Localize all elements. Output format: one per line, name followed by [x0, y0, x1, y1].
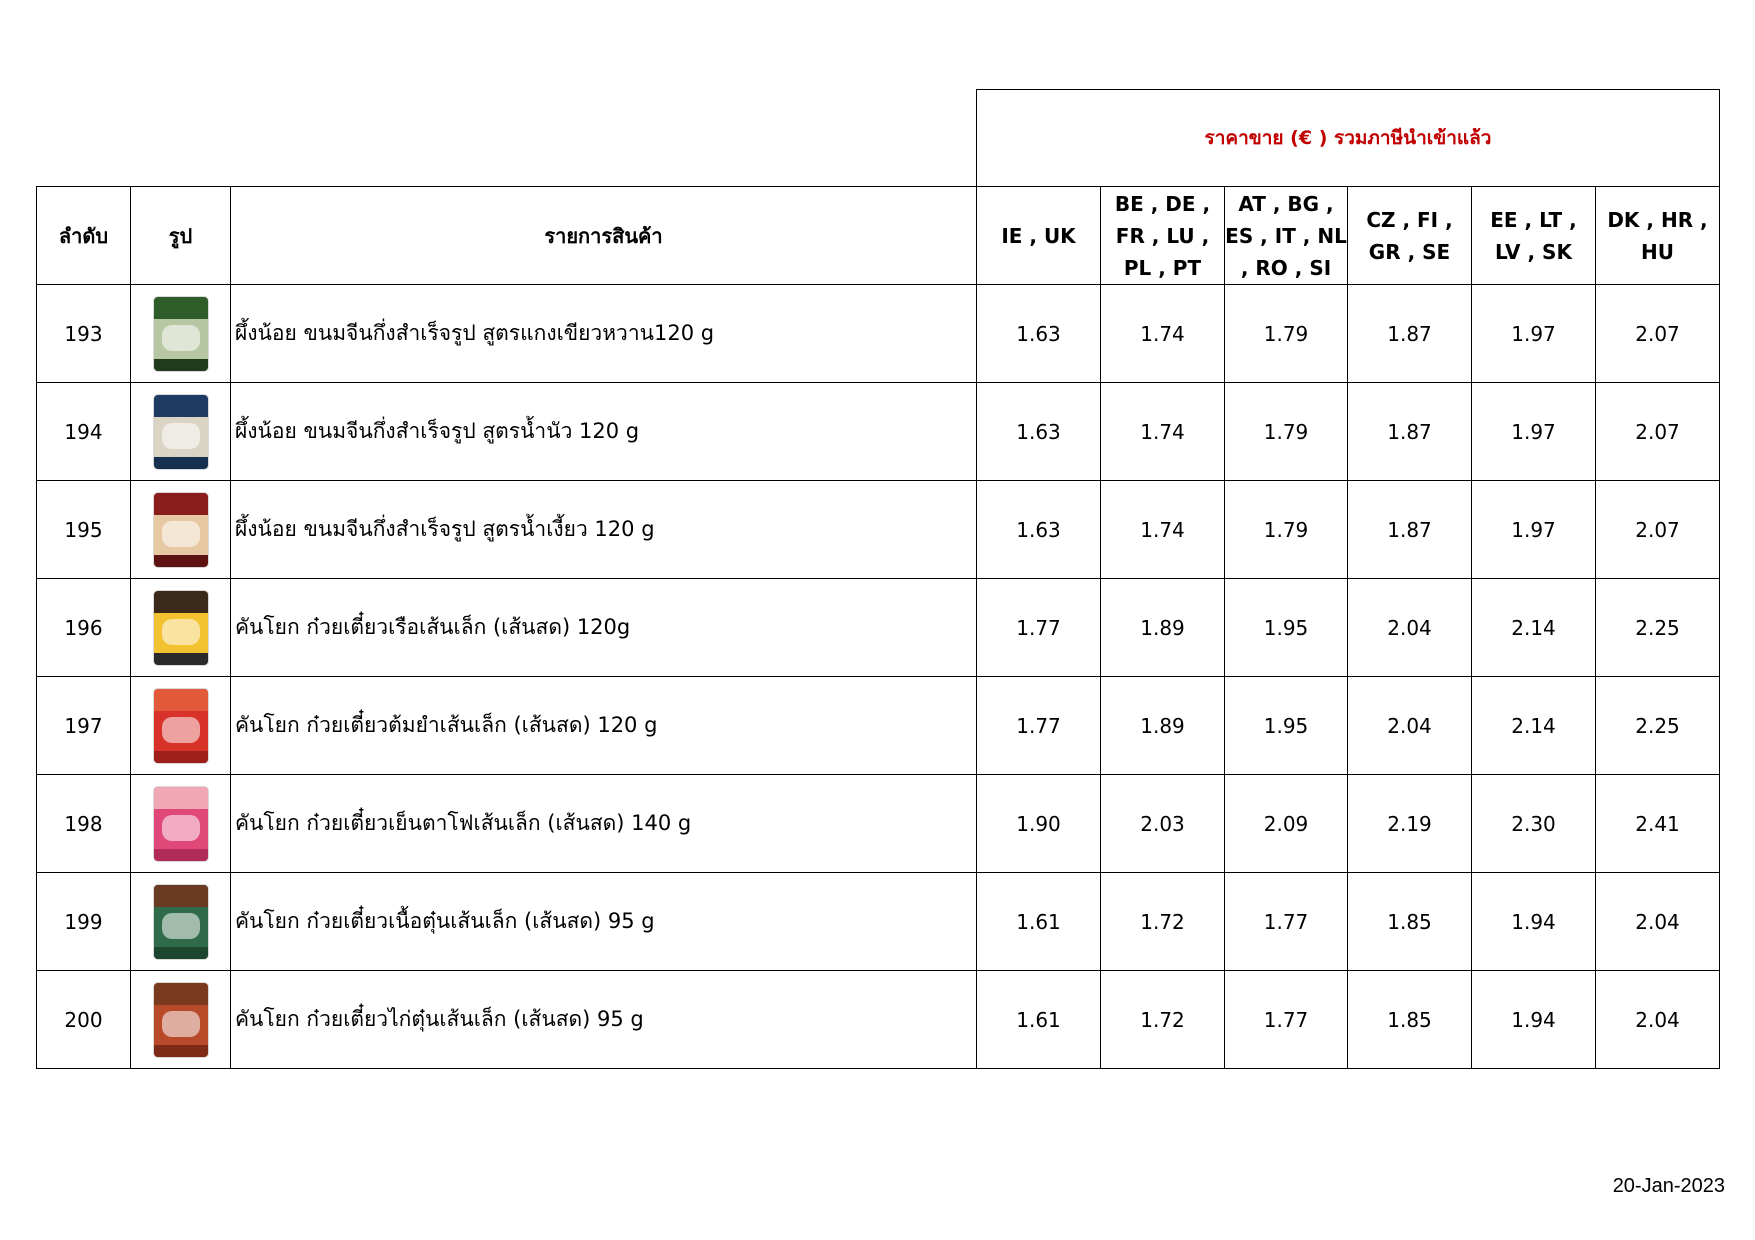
- table-row: [37, 579, 1720, 677]
- header-spacer: [37, 90, 977, 187]
- price-cell: 2.04: [1596, 873, 1720, 971]
- col-header-c4-line: CZ , FI ,: [1366, 207, 1453, 232]
- product-name: คันโยก ก๋วยเตี๋ยวเย็นตาโฟเส้นเล็ก (เส้นสด) 140 g: [231, 775, 977, 873]
- price-cell: 1.90: [977, 775, 1101, 873]
- col-header-c4-line: GR , SE: [1368, 239, 1451, 264]
- price-group-header: ราคาขาย (€ ) รวมภาษีนำเข้าแล้ว: [977, 90, 1720, 187]
- price-cell: 2.14: [1472, 579, 1596, 677]
- row-number: 193: [37, 285, 131, 383]
- product-image-cell: [131, 579, 231, 677]
- price-cell: 1.97: [1472, 481, 1596, 579]
- price-cell: 1.79: [1225, 481, 1348, 579]
- col-header-c3-line: ES , IT , NL: [1225, 223, 1347, 248]
- price-cell: 1.97: [1472, 285, 1596, 383]
- boat-noodle-pack-icon: [154, 591, 208, 665]
- price-cell: 2.04: [1596, 971, 1720, 1069]
- price-cell: 1.74: [1101, 481, 1225, 579]
- price-cell: 1.87: [1348, 481, 1472, 579]
- price-cell: 2.30: [1472, 775, 1596, 873]
- price-cell: 1.77: [1225, 971, 1348, 1069]
- price-cell: 1.77: [977, 677, 1101, 775]
- chicken-stew-noodle-pack-icon: [154, 983, 208, 1057]
- row-number: 197: [37, 677, 131, 775]
- price-cell: 1.87: [1348, 285, 1472, 383]
- col-header-c1: [977, 187, 1101, 285]
- price-cell: 1.85: [1348, 873, 1472, 971]
- price-cell: 1.63: [977, 481, 1101, 579]
- row-number: 200: [37, 971, 131, 1069]
- product-name: คันโยก ก๋วยเตี๋ยวต้มยำเส้นเล็ก (เส้นสด) 120 g: [231, 677, 977, 775]
- col-header-c2-line: BE , DE ,: [1114, 191, 1211, 216]
- product-image-cell: [131, 775, 231, 873]
- green-curry-noodle-pack-icon: [154, 297, 208, 371]
- price-cell: 1.63: [977, 285, 1101, 383]
- price-cell: 2.14: [1472, 677, 1596, 775]
- price-cell: 2.25: [1596, 579, 1720, 677]
- price-cell: 1.94: [1472, 873, 1596, 971]
- row-number: 196: [37, 579, 131, 677]
- col-header-c3-line: , RO , SI: [1240, 255, 1332, 280]
- price-cell: 1.72: [1101, 971, 1225, 1069]
- col-header-c2: [1101, 187, 1225, 285]
- price-table: [36, 89, 1720, 1069]
- table-row: [37, 775, 1720, 873]
- print-date: 20-Jan-2023: [1612, 1175, 1725, 1197]
- product-name: คันโยก ก๋วยเตี๋ยวเรือเส้นเล็ก (เส้นสด) 120g: [231, 579, 977, 677]
- product-name: คันโยก ก๋วยเตี๋ยวไก่ตุ๋นเส้นเล็ก (เส้นสด) 95 g: [231, 971, 977, 1069]
- product-image-cell: [131, 873, 231, 971]
- table-row: [37, 873, 1720, 971]
- col-header-c6-line: DK , HR ,: [1607, 207, 1708, 232]
- product-image-cell: [131, 677, 231, 775]
- price-cell: 1.87: [1348, 383, 1472, 481]
- nam-nua-noodle-pack-icon: [154, 395, 208, 469]
- price-cell: 1.79: [1225, 383, 1348, 481]
- table-row: [37, 971, 1720, 1069]
- col-header-c6-line: HU: [1641, 239, 1674, 264]
- price-cell: 1.89: [1101, 677, 1225, 775]
- price-cell: 2.04: [1348, 579, 1472, 677]
- col-header-c5-line: EE , LT ,: [1490, 207, 1577, 232]
- nam-ngiao-noodle-pack-icon: [154, 493, 208, 567]
- col-header-c2-line: PL , PT: [1123, 255, 1202, 280]
- yen-ta-fo-noodle-pack-icon: [154, 787, 208, 861]
- col-header-c2-line: FR , LU ,: [1115, 223, 1210, 248]
- product-name: ผึ้งน้อย ขนมจีนกึ่งสำเร็จรูป สูตรน้ำเงี้ยว 120 g: [231, 481, 977, 579]
- product-image-cell: [131, 481, 231, 579]
- price-cell: 1.74: [1101, 285, 1225, 383]
- price-cell: 2.07: [1596, 285, 1720, 383]
- col-header-c6: [1596, 187, 1720, 285]
- tom-yum-noodle-pack-icon: [154, 689, 208, 763]
- price-cell: 2.07: [1596, 383, 1720, 481]
- product-image-cell: [131, 383, 231, 481]
- table-row: [37, 285, 1720, 383]
- price-cell: 1.95: [1225, 677, 1348, 775]
- beef-stew-noodle-pack-icon: [154, 885, 208, 959]
- price-cell: 2.07: [1596, 481, 1720, 579]
- col-header-c3: [1225, 187, 1348, 285]
- table-row: [37, 383, 1720, 481]
- product-name: ผึ้งน้อย ขนมจีนกึ่งสำเร็จรูป สูตรแกงเขียวหวาน120 g: [231, 285, 977, 383]
- price-cell: 1.72: [1101, 873, 1225, 971]
- price-cell: 1.63: [977, 383, 1101, 481]
- product-name: คันโยก ก๋วยเตี๋ยวเนื้อตุ๋นเส้นเล็ก (เส้นสด) 95 g: [231, 873, 977, 971]
- price-cell: 2.41: [1596, 775, 1720, 873]
- col-header-c4: [1348, 187, 1472, 285]
- price-cell: 1.74: [1101, 383, 1225, 481]
- price-cell: 2.04: [1348, 677, 1472, 775]
- price-cell: 2.09: [1225, 775, 1348, 873]
- price-cell: 1.77: [977, 579, 1101, 677]
- col-header-no: ลำดับ: [37, 187, 131, 285]
- price-cell: 1.95: [1225, 579, 1348, 677]
- row-number: 198: [37, 775, 131, 873]
- table-row: [37, 481, 1720, 579]
- row-number: 199: [37, 873, 131, 971]
- col-header-c1-line: IE , UK: [1001, 223, 1076, 248]
- price-cell: 1.85: [1348, 971, 1472, 1069]
- col-header-c3-line: AT , BG ,: [1238, 191, 1334, 216]
- price-cell: 2.19: [1348, 775, 1472, 873]
- col-header-image: รูป: [131, 187, 231, 285]
- col-header-item: รายการสินค้า: [231, 187, 977, 285]
- product-image-cell: [131, 285, 231, 383]
- price-cell: 1.79: [1225, 285, 1348, 383]
- price-cell: 1.94: [1472, 971, 1596, 1069]
- price-cell: 1.89: [1101, 579, 1225, 677]
- price-cell: 2.25: [1596, 677, 1720, 775]
- row-number: 194: [37, 383, 131, 481]
- price-cell: 1.61: [977, 873, 1101, 971]
- product-image-cell: [131, 971, 231, 1069]
- price-cell: 2.03: [1101, 775, 1225, 873]
- col-header-c5-line: LV , SK: [1495, 239, 1572, 264]
- col-header-c5: [1472, 187, 1596, 285]
- product-name: ผึ้งน้อย ขนมจีนกึ่งสำเร็จรูป สูตรน้ำนัว 120 g: [231, 383, 977, 481]
- price-cell: 1.97: [1472, 383, 1596, 481]
- price-cell: 1.77: [1225, 873, 1348, 971]
- table-body: [37, 285, 1720, 1069]
- row-number: 195: [37, 481, 131, 579]
- price-cell: 1.61: [977, 971, 1101, 1069]
- table-row: [37, 677, 1720, 775]
